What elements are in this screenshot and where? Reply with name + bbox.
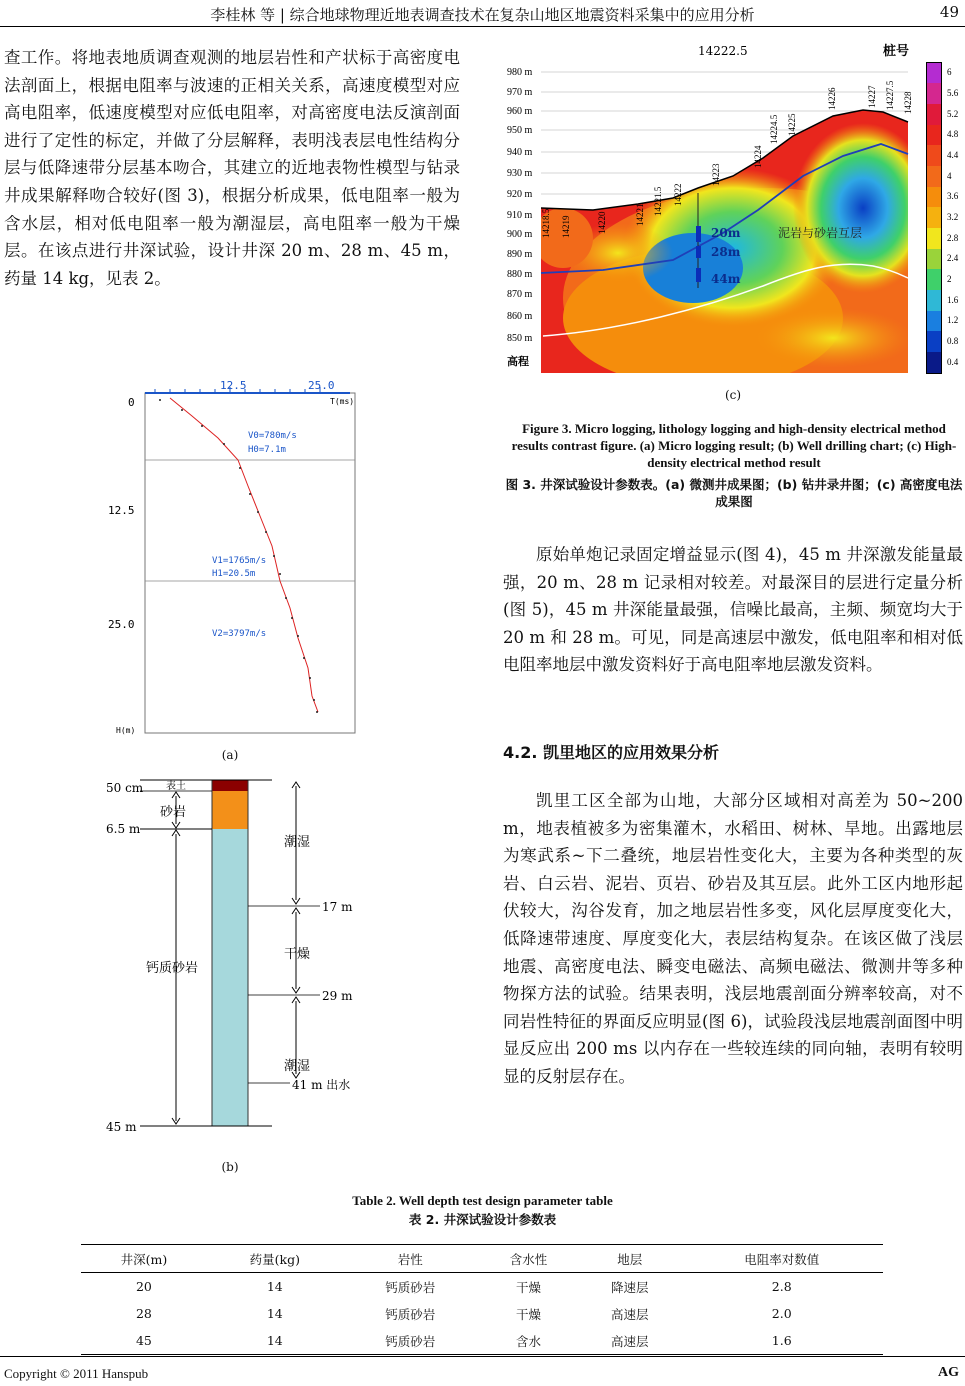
elev-title: 高程 — [507, 355, 529, 368]
scale-4-8: 4.8 — [947, 129, 959, 139]
cell: 14 — [266, 1333, 283, 1348]
cell: 28 — [135, 1306, 152, 1321]
scale-4: 4 — [947, 171, 952, 181]
col-water: 含水性 — [509, 1251, 548, 1267]
table-2 — [81, 1244, 883, 1355]
cell: 45 — [135, 1333, 152, 1348]
figure-3a-micro-logging — [100, 376, 360, 738]
station-14228: 14228 — [903, 91, 913, 114]
col-lithology: 岩性 — [397, 1251, 423, 1267]
station-14220: 14220 — [597, 211, 607, 234]
elev-910: 910 m — [507, 210, 533, 221]
elev-890: 890 m — [507, 249, 533, 260]
left-paragraph: 查工作。将地表地质调查观测的地层岩性和产状标于高密度电法剖面上，根据电阻率与波速的正相关关系，高速度模型对应高电阻率，低速度模型对应低电阻率，对高密度电法反演剖面进行了定性的标定，并做了分层解释，表明浅表层电性结构分层与低降速带分层基本吻合，其建立的近地表物性模型与钻录井成果解释吻合较好(图 3)，根据分析成果，低电阻率一般为含水层，相对低电阻率一般为潮湿层，高电阻率一般为干燥层。在该点进行井深试验，设计井深 20 m、28 m、45 m，药量 14 kg，见表 2。 — [4, 48, 460, 288]
fig-c-sublabel: (c) — [724, 388, 742, 402]
elev-970: 970 m — [507, 87, 533, 98]
marker-29m: 29 m — [322, 989, 353, 1003]
table-row — [81, 1273, 883, 1301]
elev-930: 930 m — [507, 168, 533, 179]
table-2-caption-en: Table 2. Well depth test design parameter table — [352, 1193, 613, 1208]
elev-950: 950 m — [507, 125, 533, 136]
elev-900: 900 m — [507, 229, 533, 240]
station-14222: 14222 — [673, 183, 683, 206]
station-14227-5: 14227.5 — [885, 80, 895, 110]
scale-6: 6 — [947, 67, 952, 77]
well-28m: 28m — [711, 245, 741, 259]
right-paragraph-2: 凯里工区全部为山地，大部分区域相对高差为 50~200 m，地表植被多为密集灌木，水稻田、树林、旱地。出露地层为寒武系~下二叠统，地层岩性变化大，主要为各种类型的灰岩、白云岩、泥岩、页岩、砂岩及其互层。此外工区内地形起伏较大，沟谷发育，加之地层岩性多变，风化层厚度变化大，低降速带速度、厚度变化大，表层结构复杂。在该区做了浅层地震、高密度电法、瞬变电磁法、高频电磁法、微测井等多种物探方法的试验。结果表明，浅层地震剖面分辨率较高，对不同岩性特征的界面反应明显(图 6)，试验段浅层地震剖面图中明显反应出 200 ms 以内存在一些较连续的同向轴，表明有较明显的反射层存在。 — [503, 791, 963, 1086]
station-title: 桩号 — [883, 44, 910, 59]
elev-920: 920 m — [507, 189, 533, 200]
marker-17m: 17 m — [322, 900, 353, 914]
table-2-caption-cn: 表 2. 井深试验设计参数表 — [408, 1212, 557, 1227]
section-heading-4-2: 4.2. 凯里地区的应用效果分析 — [503, 743, 719, 762]
rock-topsoil: 表土 — [166, 781, 186, 792]
scale-3-2: 3.2 — [947, 212, 959, 222]
fig-b-sublabel: (b) — [221, 1160, 239, 1174]
cell: 2.0 — [771, 1306, 792, 1321]
scale-1-6: 1.6 — [947, 295, 959, 305]
cell: 2.8 — [771, 1279, 792, 1294]
cell: 含水 — [515, 1333, 541, 1349]
h0-label: H0=7.1m — [248, 445, 286, 455]
running-header-title: 李桂林 等 | 综合地球物理近地表调查技术在复杂山地区地震资料采集中的应用分析 — [210, 6, 755, 24]
elev-960: 960 m — [507, 106, 533, 117]
station-14218-5: 14218.5 — [541, 208, 551, 238]
elev-850: 850 m — [507, 333, 533, 344]
depth-tick-12-5: 12.5 — [108, 504, 135, 517]
station-14221: 14221 — [635, 203, 645, 226]
figure-3-caption-cn: 图 3. 井深试验设计参数表。(a) 微测井成果图；(b) 钻井录井图；(c) 高密度电法成果图 — [505, 477, 963, 509]
footer-copyright: Copyright © 2011 Hanspub — [4, 1366, 149, 1381]
col-charge: 药量(kg) — [249, 1251, 300, 1267]
elev-980: 980 m — [507, 67, 533, 78]
cell: 20 — [135, 1279, 152, 1294]
scale-2: 2 — [947, 274, 952, 284]
state-wet-1: 潮湿 — [284, 835, 311, 850]
depth-45m: 45 m — [106, 1120, 137, 1134]
table-header-row — [81, 1245, 883, 1273]
elev-870: 870 m — [507, 289, 533, 300]
depth-50cm: 50 cm — [106, 781, 144, 795]
cell: 高速层 — [611, 1306, 649, 1322]
cell: 14 — [266, 1306, 283, 1321]
marker-41m: 41 m 出水 — [292, 1078, 351, 1092]
y-unit-label: H(m) — [116, 726, 136, 735]
scale-0-4: 0.4 — [947, 357, 959, 367]
right-paragraph-1: 原始单炮记录固定增益显示(图 4)，45 m 井深激发能量最强，20 m、28 m 记录相对较差。对最深目的层进行定量分析(图 5)，45 m 井深能量最强，信噪比最高，主频、频宽均大于 20 m 和 28 m。可见，同是高速层中激发，低电阻率和相对低电阻率地层中激发资料好于高电阻率地层激发资料。 — [503, 545, 963, 675]
v1-label: V1=1765m/s — [212, 556, 267, 566]
col-layer: 地层 — [617, 1251, 643, 1267]
state-wet-2: 潮湿 — [284, 1059, 311, 1074]
scale-5-2: 5.2 — [947, 109, 959, 119]
cell: 钙质砂岩 — [385, 1333, 436, 1349]
rock-sandstone: 砂岩 — [160, 805, 187, 820]
figure-3b-well-drilling — [100, 774, 370, 1134]
cell: 14 — [266, 1279, 283, 1294]
state-dry: 干燥 — [284, 947, 311, 962]
cell: 1.6 — [771, 1333, 792, 1348]
rock-calcareous-sandstone: 钙质砂岩 — [146, 961, 199, 976]
scale-1-2: 1.2 — [947, 315, 959, 325]
scale-2-8: 2.8 — [947, 233, 959, 243]
v0-label: V0=780m/s — [248, 431, 297, 441]
scale-5-6: 5.6 — [947, 88, 959, 98]
fig-a-sublabel: (a) — [221, 748, 239, 762]
station-14223: 14223 — [711, 163, 721, 186]
figure-3-caption-en: Figure 3. Micro logging, lithology logging and high-density electrical method results contrast figure. (a) Micro logging result; (b) Well drilling chart; (c) High-density electrical method result — [511, 421, 957, 470]
elev-860: 860 m — [507, 311, 533, 322]
col-well-depth: 井深(m) — [120, 1251, 168, 1267]
v2-label: V2=3797m/s — [212, 629, 267, 639]
table-row — [81, 1327, 883, 1355]
cell: 干燥 — [515, 1306, 541, 1322]
station-14224: 14224 — [753, 145, 763, 168]
x-unit-label: T(ms) — [330, 397, 355, 406]
station-14224-5: 14224.5 — [769, 114, 779, 144]
footer-journal: AG — [938, 1365, 959, 1380]
scale-2-4: 2.4 — [947, 253, 959, 263]
station-14225: 14225 — [787, 113, 797, 136]
station-14221-5: 14221.5 — [653, 186, 663, 216]
top-tick-25-0: 25.0 — [308, 379, 335, 392]
h1-label: H1=20.5m — [212, 569, 256, 579]
depth-tick-0: 0 — [128, 396, 135, 409]
footer-rule — [0, 1356, 965, 1357]
well-44m: 44m — [711, 272, 741, 286]
well-20m: 20m — [711, 226, 741, 240]
depth-6-5m: 6.5 m — [106, 822, 141, 836]
scale-0-8: 0.8 — [947, 336, 959, 346]
annotation-mudstone-sandstone: 泥岩与砂岩互层 — [778, 226, 863, 240]
cell: 降速层 — [611, 1279, 649, 1295]
cell: 钙质砂岩 — [385, 1279, 436, 1295]
top-tick-12-5: 12.5 — [220, 379, 247, 392]
scale-4-4: 4.4 — [947, 150, 959, 160]
page-number: 49 — [939, 3, 959, 21]
scale-3-6: 3.6 — [947, 191, 959, 201]
station-14226: 14226 — [827, 87, 837, 110]
table-row — [81, 1300, 883, 1327]
cell: 钙质砂岩 — [385, 1306, 436, 1322]
station-top: 14222.5 — [698, 44, 748, 58]
figure-3c-resistivity-section — [503, 38, 963, 380]
col-resistivity: 电阻率对数值 — [744, 1251, 820, 1267]
elev-940: 940 m — [507, 147, 533, 158]
cell: 高速层 — [611, 1333, 649, 1349]
elev-880: 880 m — [507, 269, 533, 280]
station-14219: 14219 — [561, 215, 571, 238]
cell: 干燥 — [515, 1279, 541, 1295]
depth-tick-25-0: 25.0 — [108, 618, 135, 631]
station-14227: 14227 — [867, 85, 877, 108]
